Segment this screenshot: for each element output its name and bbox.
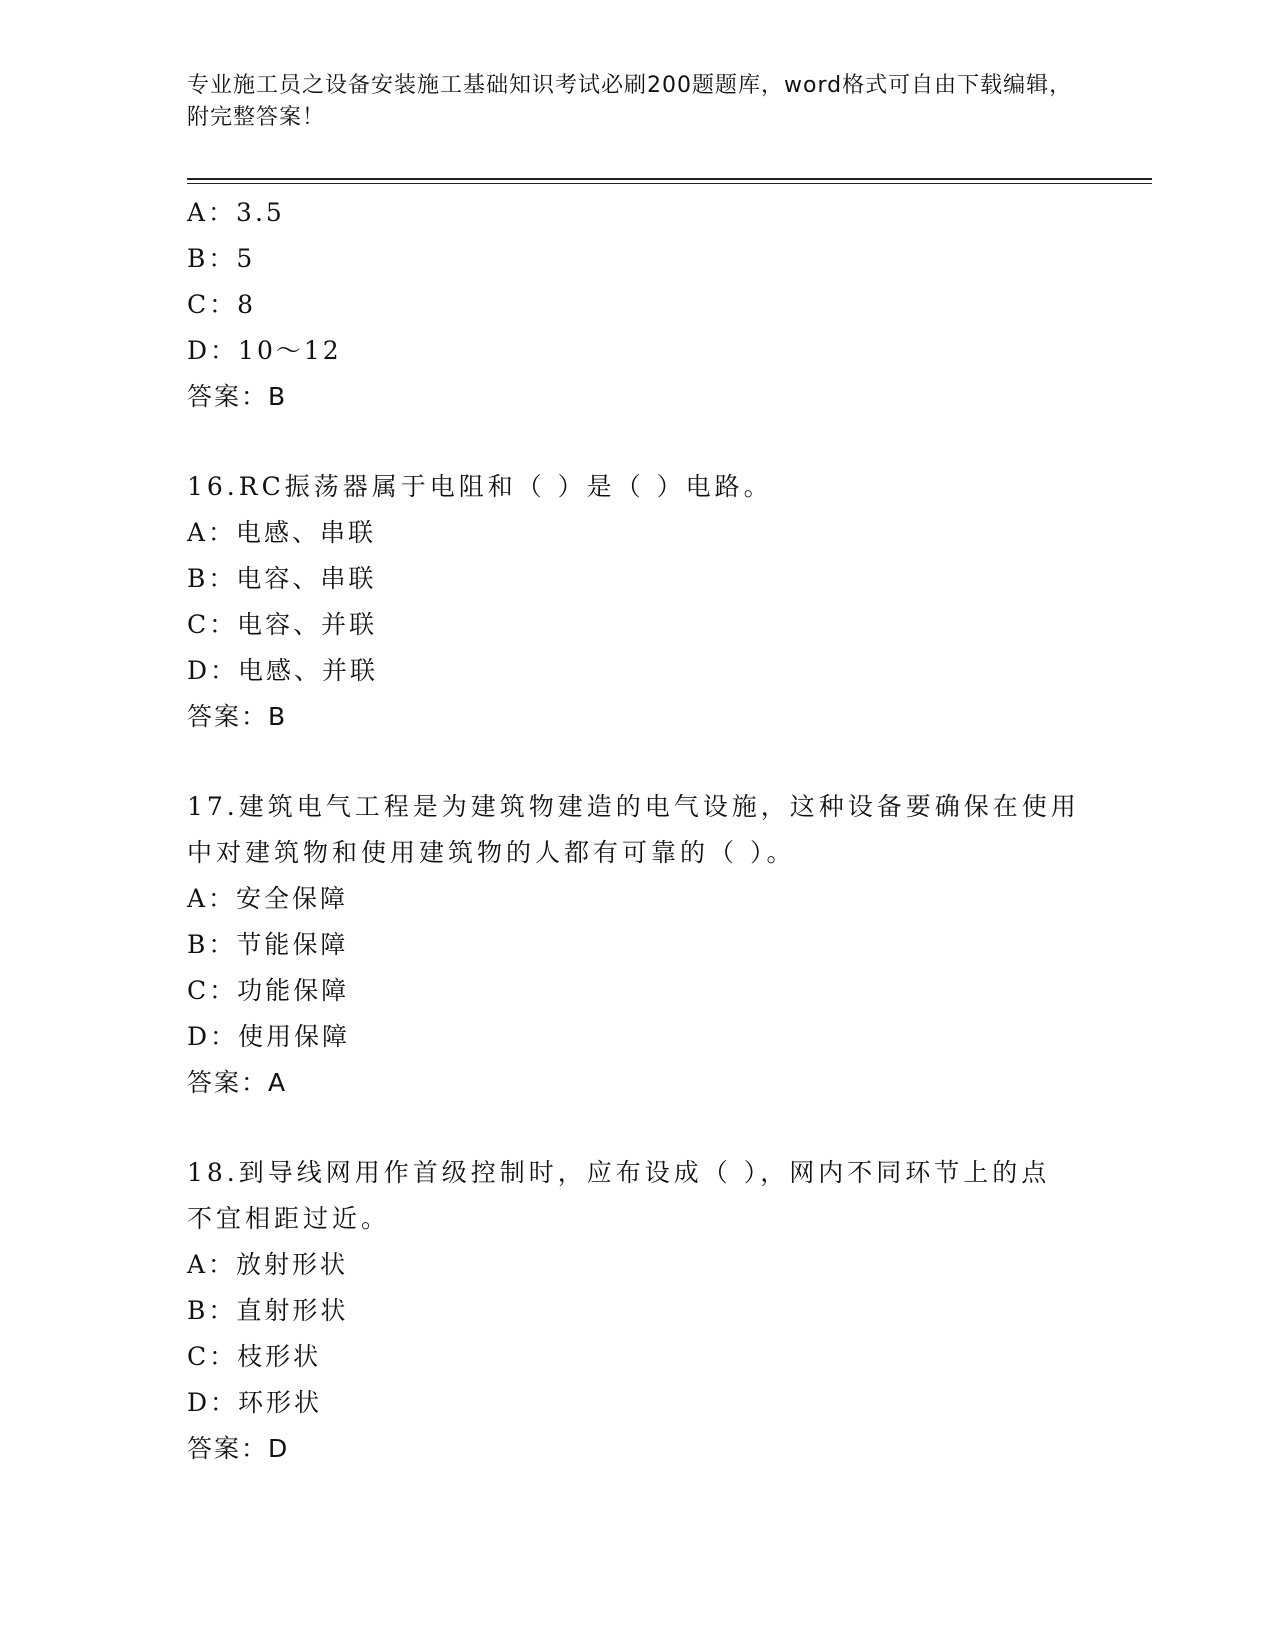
header-rule-thin xyxy=(187,183,1152,184)
option-c: C：8 xyxy=(187,290,257,319)
option-c: C：枝形状 xyxy=(187,1342,322,1371)
option-a: A：安全保障 xyxy=(187,884,349,913)
question-text-line-2: 中对建筑物和使用建筑物的人都有可靠的（ ）。 xyxy=(187,838,796,867)
question-text-line-1: 17.建筑电气工程是为建筑物建造的电气设施，这种设备要确保在使用 xyxy=(187,792,1080,821)
question-17 xyxy=(187,784,1087,1106)
option-c: C：功能保障 xyxy=(187,976,350,1005)
option-b: B：节能保障 xyxy=(187,930,349,959)
option-a: A：3.5 xyxy=(187,198,285,227)
question-15-continued xyxy=(187,190,1087,420)
option-a: A：电感、串联 xyxy=(187,518,377,547)
document-header: 专业施工员之设备安装施工基础知识考试必刷200题题库，word格式可自由下载编辑，附完整答案！ xyxy=(187,73,1073,130)
option-a: A：放射形状 xyxy=(187,1250,349,1279)
question-18 xyxy=(187,1150,1087,1472)
answer: 答案：A xyxy=(187,1068,288,1097)
option-c: C：电容、并联 xyxy=(187,610,378,639)
option-b: B：直射形状 xyxy=(187,1296,349,1325)
option-b: B：5 xyxy=(187,244,256,273)
answer: 答案：B xyxy=(187,382,288,411)
header-rule-thick xyxy=(187,178,1152,180)
question-text-line-1: 18.到导线网用作首级控制时，应布设成（ ），网内不同环节上的点 xyxy=(187,1158,1051,1187)
question-text: 16.RC振荡器属于电阻和（ ）是（ ）电路。 xyxy=(187,472,773,501)
option-d: D：使用保障 xyxy=(187,1022,351,1051)
answer: 答案：D xyxy=(187,1434,290,1463)
option-d: D：10～12 xyxy=(187,336,342,365)
option-d: D：环形状 xyxy=(187,1388,323,1417)
option-b: B：电容、串联 xyxy=(187,564,377,593)
question-text-line-2: 不宜相距过近。 xyxy=(187,1204,391,1233)
question-list xyxy=(187,190,1087,1472)
option-d: D：电感、并联 xyxy=(187,656,379,685)
question-16 xyxy=(187,464,1087,740)
answer: 答案：B xyxy=(187,702,288,731)
